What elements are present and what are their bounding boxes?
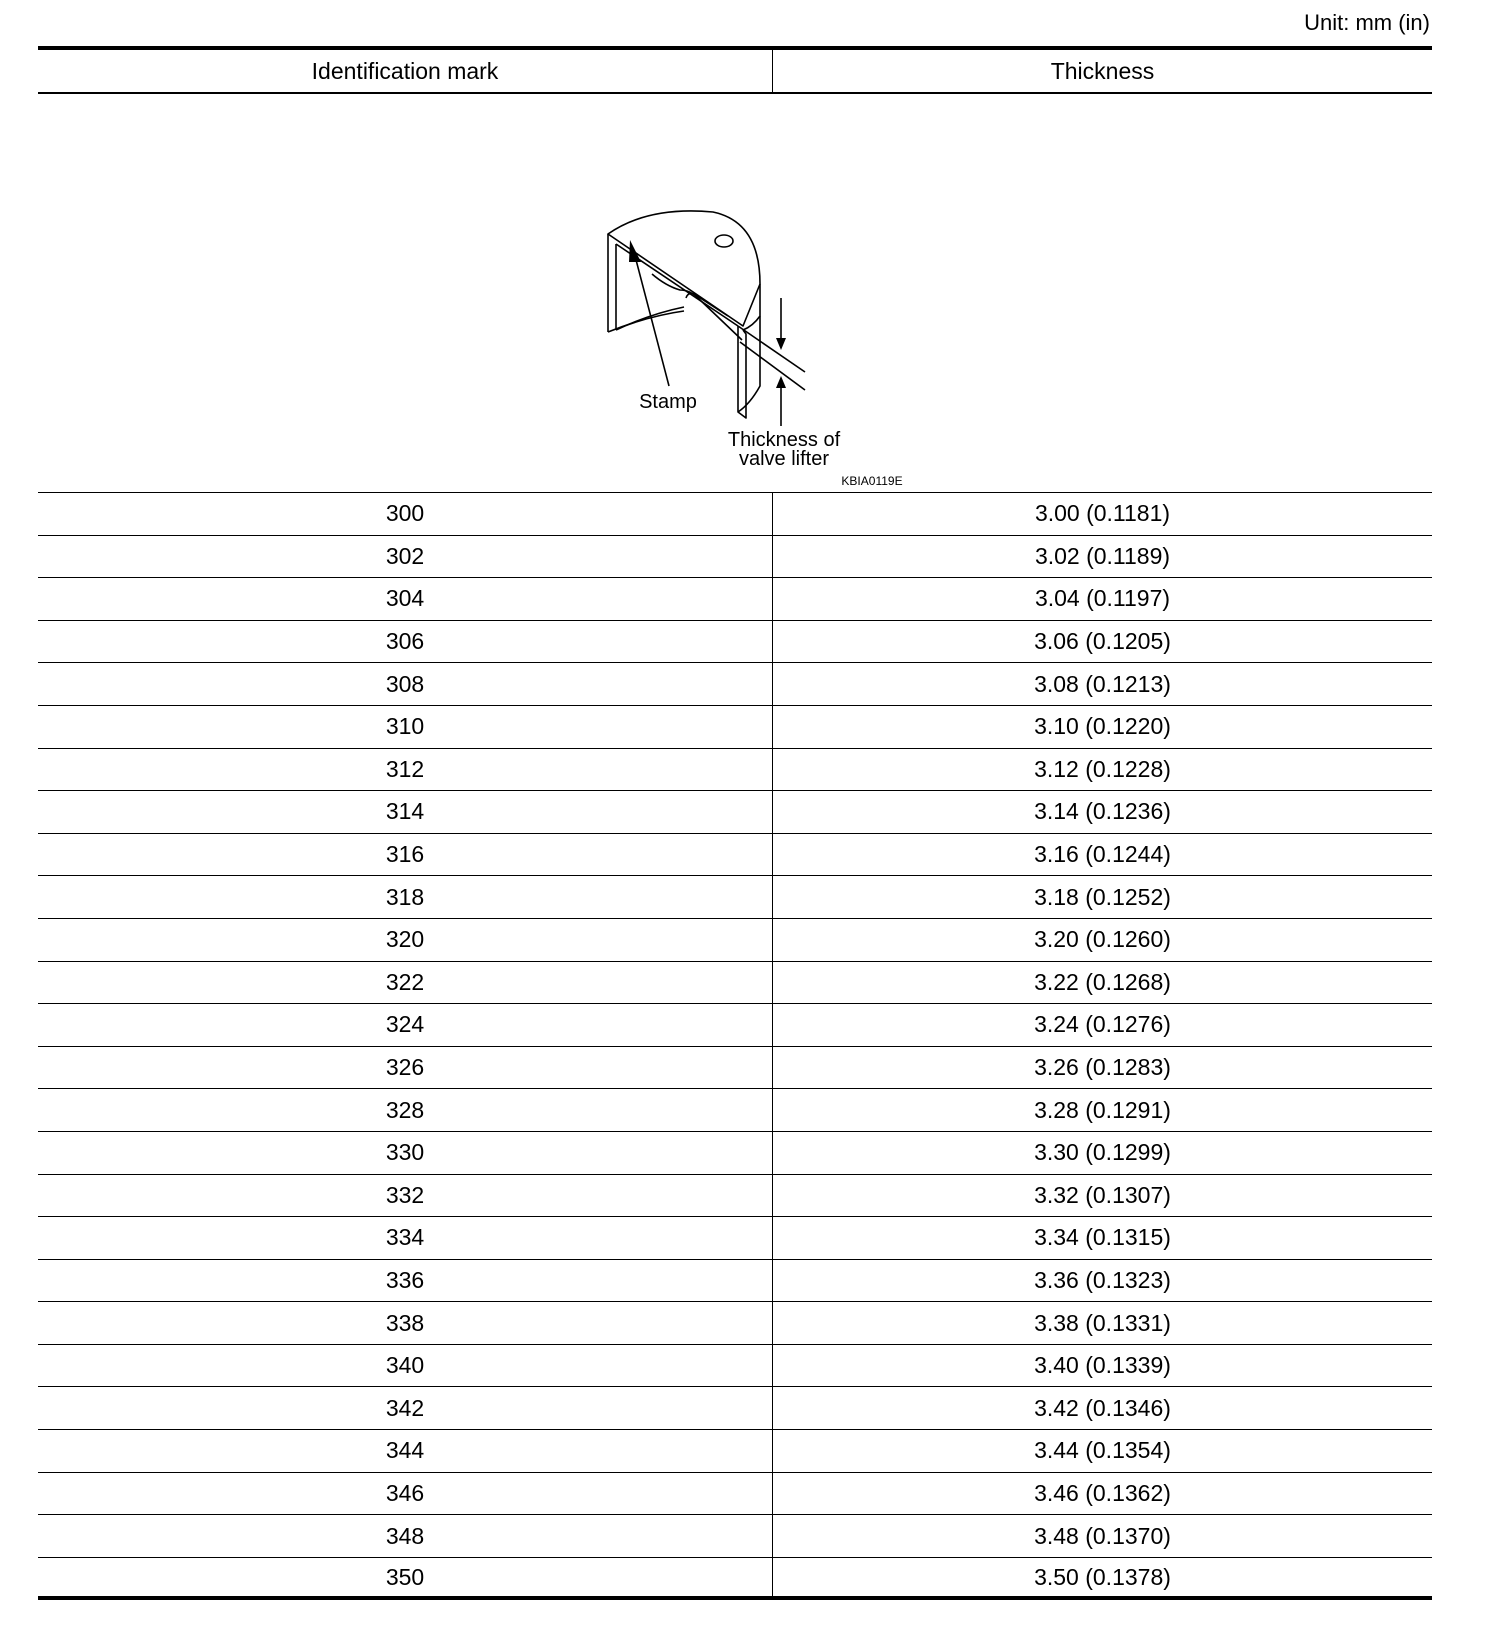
identification-mark-cell: 302 [38,536,773,578]
valve-lifter-diagram [38,94,1432,492]
identification-mark-cell: 330 [38,1132,773,1174]
table-row [38,706,1432,749]
identification-mark-cell: 350 [38,1558,773,1597]
thickness-cell: 3.46 (0.1362) [1034,1479,1171,1506]
identification-mark-cell: 344 [38,1430,773,1472]
identification-mark-cell: 336 [38,1260,773,1302]
thickness-label-line1: Thickness of [727,429,841,451]
table-row [38,1089,1432,1132]
table-row [38,1345,1432,1388]
thickness-cell: 3.44 (0.1354) [1034,1437,1171,1464]
table-row [38,1473,1432,1516]
table-row [38,1047,1432,1090]
thickness-cell: 3.10 (0.1220) [1034,713,1171,740]
thickness-cell: 3.50 (0.1378) [1034,1563,1171,1590]
identification-mark-cell: 320 [38,919,773,961]
thickness-cell: 3.06 (0.1205) [1034,628,1171,655]
table-row [38,834,1432,877]
thickness-cell: 3.34 (0.1315) [1034,1224,1171,1251]
stamp-label: Stamp [639,391,697,413]
figure-code: KBIA0119E [841,474,903,488]
thickness-cell: 3.04 (0.1197) [1034,585,1171,612]
identification-mark-cell: 304 [38,578,773,620]
thickness-cell: 3.08 (0.1213) [1034,670,1171,697]
unit-label: Unit: mm (in) [1304,10,1430,35]
thickness-label-line2: valve lifter [738,448,830,470]
identification-mark-cell: 308 [38,663,773,705]
identification-mark-cell: 300 [38,493,773,535]
identification-mark-cell: 314 [38,791,773,833]
table-row [38,1175,1432,1218]
identification-mark-cell: 348 [38,1515,773,1557]
thickness-cell: 3.40 (0.1339) [1034,1352,1171,1379]
table-row [38,1515,1432,1558]
thickness-cell: 3.42 (0.1346) [1034,1394,1171,1421]
table-row [38,919,1432,962]
thickness-cell: 3.26 (0.1283) [1034,1054,1171,1081]
identification-mark-cell: 306 [38,621,773,663]
table-row [38,1132,1432,1175]
header-thickness: Thickness [1050,57,1155,84]
identification-mark-cell: 338 [38,1302,773,1344]
identification-mark-cell: 318 [38,876,773,918]
table-row [38,1558,1432,1601]
table-row [38,791,1432,834]
identification-mark-cell: 334 [38,1217,773,1259]
table-row [38,663,1432,706]
identification-mark-cell: 322 [38,962,773,1004]
table-row [38,578,1432,621]
thickness-cell: 3.32 (0.1307) [1034,1181,1171,1208]
identification-mark-cell: 312 [38,749,773,791]
identification-mark-cell: 332 [38,1175,773,1217]
identification-mark-cell: 324 [38,1004,773,1046]
identification-mark-cell: 328 [38,1089,773,1131]
table-row [38,1387,1432,1430]
table-row [38,962,1432,1005]
thickness-cell: 3.24 (0.1276) [1034,1011,1171,1038]
identification-mark-cell: 310 [38,706,773,748]
table-row [38,1430,1432,1473]
identification-mark-cell: 342 [38,1387,773,1429]
thickness-cell: 3.14 (0.1236) [1034,798,1171,825]
table-row [38,1004,1432,1047]
lifter-thickness-table [38,46,1432,1600]
thickness-cell: 3.30 (0.1299) [1034,1139,1171,1166]
table-row [38,493,1432,536]
valve-lifter-figure [38,94,1432,493]
thickness-cell: 3.48 (0.1370) [1034,1522,1171,1549]
table-header [38,50,1432,94]
table-body [38,493,1432,1600]
thickness-cell: 3.36 (0.1323) [1034,1266,1171,1293]
thickness-cell: 3.20 (0.1260) [1034,926,1171,953]
identification-mark-cell: 316 [38,834,773,876]
table-row [38,1260,1432,1303]
thickness-cell: 3.16 (0.1244) [1034,841,1171,868]
thickness-cell: 3.00 (0.1181) [1034,500,1171,527]
thickness-cell: 3.12 (0.1228) [1034,755,1171,782]
table-row [38,536,1432,579]
table-row [38,876,1432,919]
identification-mark-cell: 346 [38,1473,773,1515]
table-row [38,1302,1432,1345]
table-row [38,1217,1432,1260]
thickness-cell: 3.02 (0.1189) [1034,542,1171,569]
table-row [38,621,1432,664]
table-row [38,749,1432,792]
thickness-cell: 3.18 (0.1252) [1034,883,1171,910]
thickness-cell: 3.38 (0.1331) [1034,1309,1171,1336]
header-identification-mark: Identification mark [38,50,773,92]
thickness-cell: 3.22 (0.1268) [1034,968,1171,995]
identification-mark-cell: 326 [38,1047,773,1089]
identification-mark-cell: 340 [38,1345,773,1387]
thickness-cell: 3.28 (0.1291) [1034,1096,1171,1123]
